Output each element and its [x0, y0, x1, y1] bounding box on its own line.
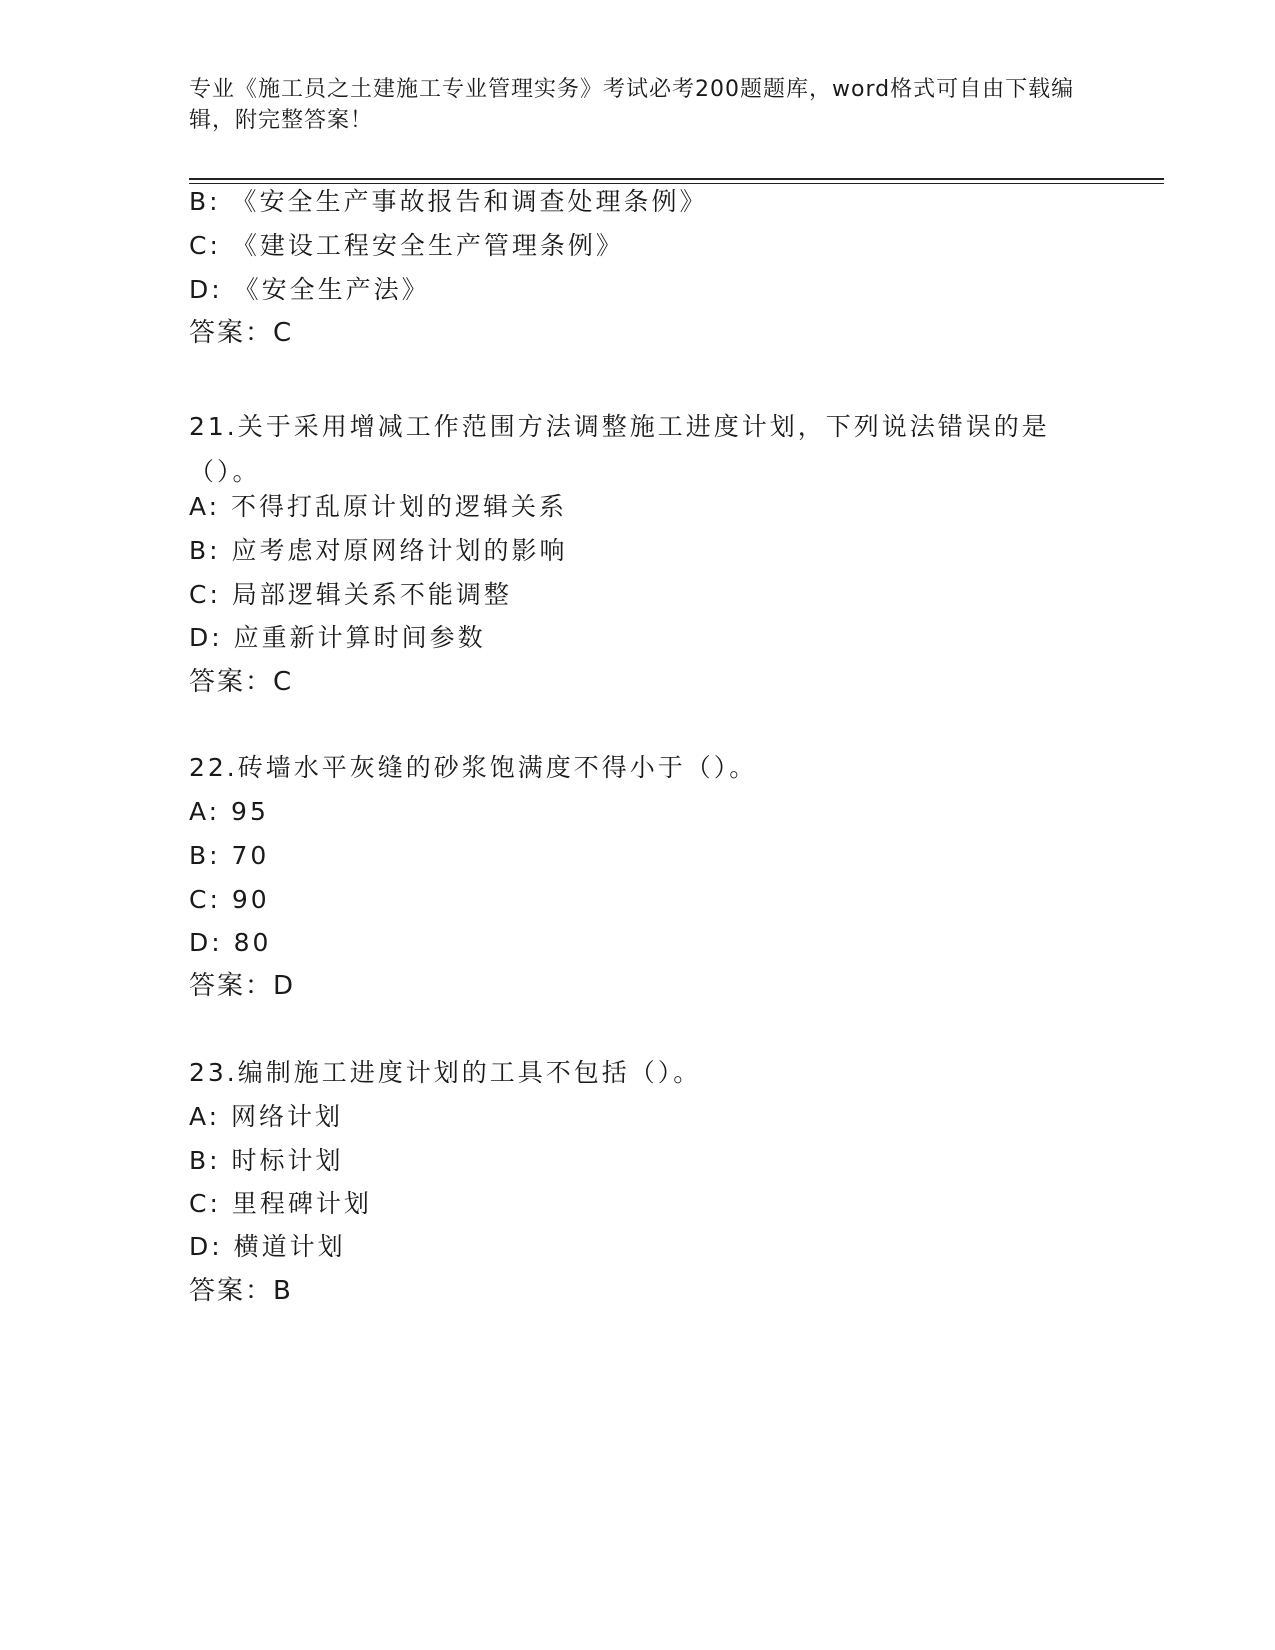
- q21-option-d: D: 应重新计算时间参数: [189, 623, 486, 652]
- q22-stem: 22.砖墙水平灰缝的砂浆饱满度不得小于（）。: [189, 753, 758, 782]
- q20-answer: 答案：C: [189, 318, 294, 348]
- q23-stem: 23.编制施工进度计划的工具不包括（）。: [189, 1058, 702, 1087]
- q22-option-a: A: 95: [189, 797, 269, 826]
- q21-stem: 21.关于采用增减工作范围方法调整施工进度计划，下列说法错误的是（）。: [189, 412, 1050, 486]
- header-divider-thick: [189, 178, 1164, 180]
- document-header: 专业《施工员之土建施工专业管理实务》考试必考200题题库，word格式可自由下载编辑，附完整答案！: [189, 77, 1075, 133]
- q23-option-a: A: 网络计划: [189, 1102, 344, 1131]
- q22-option-d: D: 80: [189, 928, 272, 957]
- q20-option-b: B: 《安全生产事故报告和调查处理条例》: [189, 187, 708, 216]
- q23-option-c: C: 里程碑计划: [189, 1189, 372, 1218]
- q21-option-b: B: 应考虑对原网络计划的影响: [189, 536, 568, 565]
- q23-option-d: D: 横道计划: [189, 1232, 346, 1261]
- q23-option-b: B: 时标计划: [189, 1146, 344, 1175]
- q22-option-c: C: 90: [189, 885, 270, 914]
- header-divider-thin: [189, 183, 1164, 184]
- q22-answer: 答案：D: [189, 971, 296, 1001]
- q22-option-b: B: 70: [189, 841, 270, 870]
- q20-option-d: D: 《安全生产法》: [189, 275, 430, 304]
- q21-answer: 答案：C: [189, 667, 294, 697]
- q21-option-a: A: 不得打乱原计划的逻辑关系: [189, 492, 568, 521]
- q23-answer: 答案：B: [189, 1276, 293, 1306]
- q20-option-c: C: 《建设工程安全生产管理条例》: [189, 231, 624, 260]
- q21-option-c: C: 局部逻辑关系不能调整: [189, 580, 512, 609]
